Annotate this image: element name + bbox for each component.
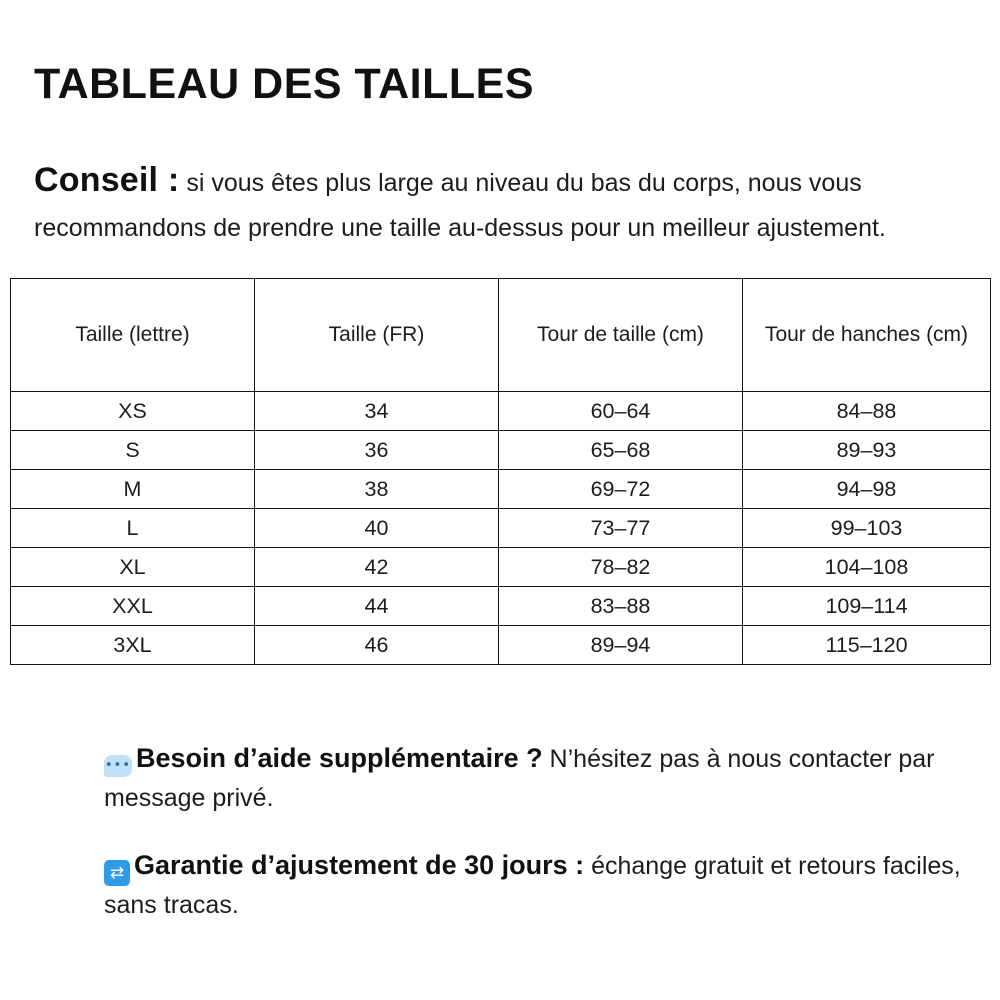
table-row [11,470,991,509]
notes-section [104,712,984,951]
cell-size-fr: 34 [255,392,499,431]
cell-waist: 89–94 [499,626,743,665]
note-help-heading: Besoin d’aide supplémentaire ? [136,743,543,773]
table-header-row [11,279,991,392]
exchange-arrows-icon: ⇄ [104,860,130,886]
note-help-text: N’hésitez pas à nous contacter par message privé. [104,745,935,813]
speech-bubble-icon: ••• [104,755,132,777]
cell-waist: 78–82 [499,548,743,587]
cell-size-fr: 38 [255,470,499,509]
cell-hips: 94–98 [743,470,991,509]
table-row [11,548,991,587]
cell-size-fr: 44 [255,587,499,626]
cell-size-fr: 46 [255,626,499,665]
cell-size-letter: M [11,470,255,509]
table-row [11,587,991,626]
cell-size-fr: 36 [255,431,499,470]
cell-hips: 104–108 [743,548,991,587]
note-help [104,737,984,818]
column-header-size-letter: Taille (lettre) [11,279,255,392]
size-table [10,278,991,665]
table-row [11,431,991,470]
cell-size-letter: XL [11,548,255,587]
note-guarantee-text: échange gratuit et retours faciles, sans tracas. [104,852,961,920]
table-row [11,509,991,548]
column-header-size-fr: Taille (FR) [255,279,499,392]
advice-lead: Conseil : [34,161,180,199]
cell-size-letter: S [11,431,255,470]
cell-hips: 109–114 [743,587,991,626]
column-header-waist: Tour de taille (cm) [499,279,743,392]
cell-size-letter: XXL [11,587,255,626]
cell-size-letter: XS [11,392,255,431]
advice-paragraph [34,153,984,249]
page-title: TABLEAU DES TAILLES [34,59,535,108]
cell-waist: 65–68 [499,431,743,470]
note-guarantee [104,844,984,925]
cell-hips: 115–120 [743,626,991,665]
table-row [11,626,991,665]
cell-waist: 60–64 [499,392,743,431]
cell-waist: 83–88 [499,587,743,626]
cell-size-fr: 40 [255,509,499,548]
advice-text: si vous êtes plus large au niveau du bas du corps, nous vous recommandons de prendre une taille au-dessus pour un meilleur ajustement. [34,169,886,243]
cell-size-fr: 42 [255,548,499,587]
cell-size-letter: L [11,509,255,548]
cell-waist: 69–72 [499,470,743,509]
cell-size-letter: 3XL [11,626,255,665]
note-guarantee-heading: Garantie d’ajustement de 30 jours : [134,850,585,881]
table-row [11,392,991,431]
cell-hips: 99–103 [743,509,991,548]
cell-waist: 73–77 [499,509,743,548]
cell-hips: 84–88 [743,392,991,431]
column-header-hips: Tour de hanches (cm) [743,279,991,392]
cell-hips: 89–93 [743,431,991,470]
